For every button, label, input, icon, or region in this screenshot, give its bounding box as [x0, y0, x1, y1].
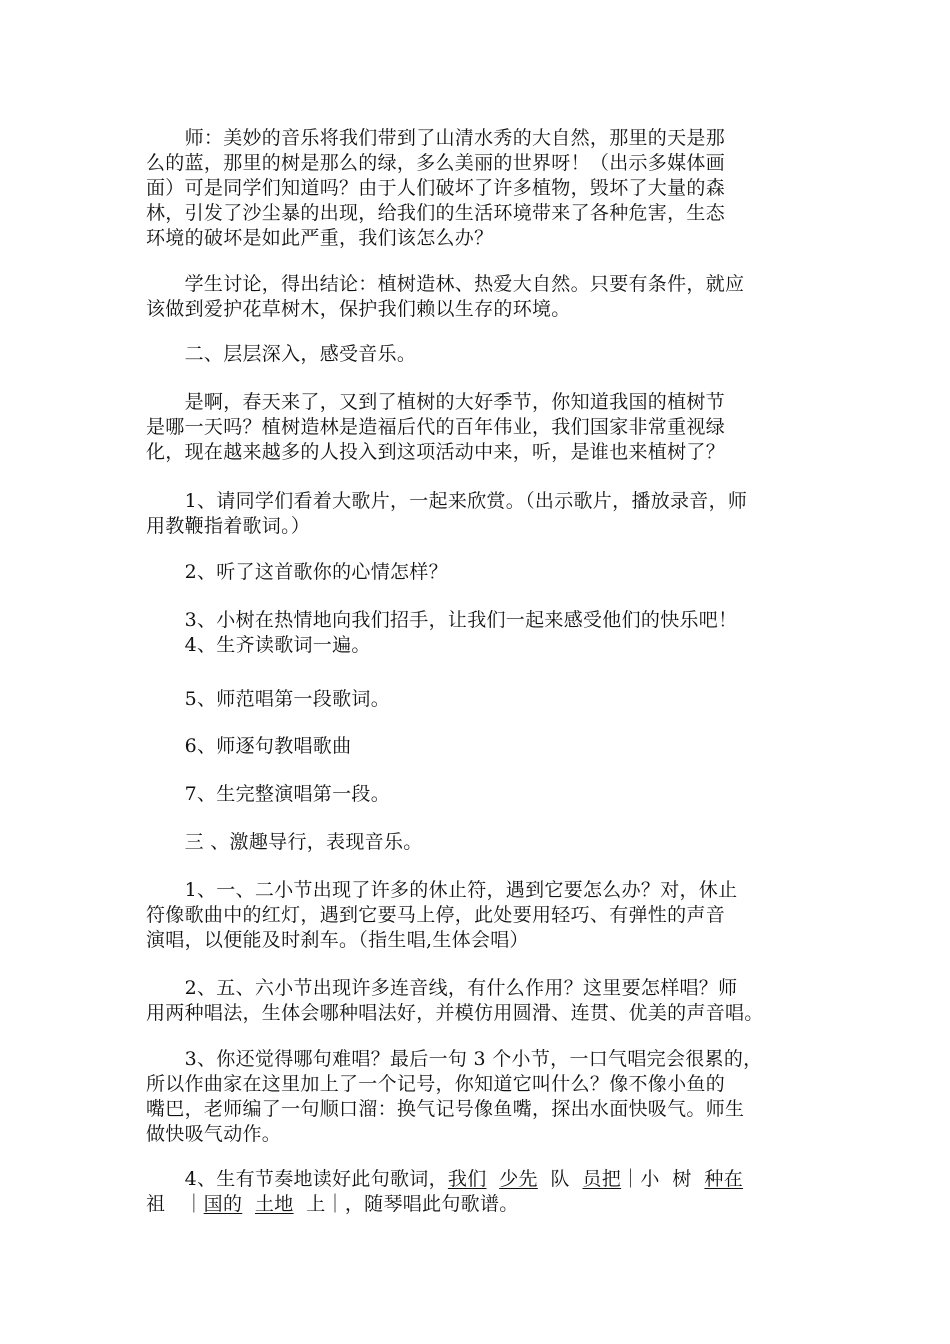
text-line: 环境的破坏是如此严重，我们该怎么办？ — [146, 227, 494, 249]
paragraph-breath-mark — [146, 1047, 826, 1147]
paragraph-spring — [146, 390, 826, 465]
text-line: 7、生完整演唱第一段。 — [146, 783, 390, 805]
lyric-word: 树 — [672, 1168, 692, 1190]
paragraph-step-7 — [146, 782, 826, 807]
paragraph-slurs — [146, 976, 826, 1026]
text-line: 符像歌曲中的红灯，遇到它要马上停，此处要用轻巧、有弹性的声音 — [146, 904, 726, 926]
section-heading-2 — [146, 342, 826, 367]
section-heading-3 — [146, 830, 826, 855]
text-line: 用教鞭指着歌词。） — [146, 515, 311, 537]
text-line — [146, 1167, 826, 1192]
text-line: 师：美妙的音乐将我们带到了山清水秀的大自然，那里的天是那 — [146, 127, 726, 149]
text-line: 做快吸气动作。 — [146, 1123, 282, 1145]
text-line: 5、师范唱第一段歌词。 — [146, 688, 390, 710]
lyric-word: 祖 — [146, 1193, 166, 1215]
text-line: 所以作曲家在这里加上了一个记号，你知道它叫什么？像不像小鱼的 — [146, 1073, 726, 1095]
lyric-suffix: ，随琴唱此句歌谱。 — [344, 1193, 519, 1215]
text-line: 6、师逐句教唱歌曲 — [146, 735, 352, 757]
paragraph-step-2 — [146, 560, 826, 585]
text-line: 用两种唱法，生体会哪种唱法好，并模仿用圆滑、连贯、优美的声音唱。 — [146, 1002, 764, 1024]
text-line: 该做到爱护花草树木，保护我们赖以生存的环境。 — [146, 298, 571, 320]
paragraph-rests — [146, 878, 826, 953]
text-line: 三 、激趣导行，表现音乐。 — [146, 831, 423, 853]
text-line: 1、一、二小节出现了许多的休止符，遇到它要怎么办？对，休止 — [146, 879, 738, 901]
text-line: 学生讨论，得出结论：植树造林、热爱大自然。只要有条件，就应 — [146, 273, 745, 295]
text-line: 4、生齐读歌词一遍。 — [146, 634, 371, 656]
paragraph-step-5 — [146, 687, 826, 712]
text-line: 1、请同学们看着大歌片，一起来欣赏。（出示歌片，播放录音，师 — [146, 490, 748, 512]
text-line: 2、听了这首歌你的心情怎样？ — [146, 561, 448, 583]
text-line: 么的蓝，那里的树是那么的绿，多么美丽的世界呀！（出示多媒体画 — [146, 152, 726, 174]
text-line: 化，现在越来越多的人投入到这项活动中来，听，是谁也来植树了？ — [146, 441, 726, 463]
text-line: 演唱，以便能及时刹车。（指生唱,生体会唱） — [146, 929, 529, 951]
lyric-word: 队 — [550, 1168, 570, 1190]
lyric-bar: ｜ — [184, 1193, 204, 1215]
lyric-prefix: 4、生有节奏地读好此句歌词， — [146, 1168, 448, 1190]
paragraph-step-3-4 — [146, 608, 826, 658]
text-line: 二、层层深入，感受音乐。 — [146, 343, 417, 365]
paragraph-discussion — [146, 272, 826, 322]
lyric-word: 国的 — [203, 1193, 243, 1215]
text-line: 2、五、六小节出现许多连音线，有什么作用？这里要怎样唱？师 — [146, 977, 738, 999]
paragraph-lyric-rhythm — [146, 1167, 826, 1217]
text-line: 面）可是同学们知道吗？由于人们破坏了许多植物，毁坏了大量的森 — [146, 177, 726, 199]
lyric-word: 我们 — [447, 1168, 487, 1190]
text-line: 是啊，春天来了，又到了植树的大好季节，你知道我国的植树节 — [146, 391, 726, 413]
text-line — [146, 1192, 826, 1217]
text-line: 是哪一天吗？植树造林是造福后代的百年伟业，我们国家非常重视绿 — [146, 416, 726, 438]
lyric-word: 少先 — [499, 1168, 538, 1190]
text-line: 嘴巴，老师编了一句顺口溜：换气记号像鱼嘴，探出水面快吸气。师生 — [146, 1098, 745, 1120]
text-line: 3、小树在热情地向我们招手，让我们一起来感受他们的快乐吧！ — [146, 609, 738, 631]
paragraph-step-1 — [146, 489, 826, 539]
text-line: 3、你还觉得哪句难唱？最后一句 3 个小节，一口气唱完会很累的， — [146, 1048, 763, 1070]
lyric-word: 上｜ — [306, 1193, 345, 1215]
lyric-word: 种在 — [704, 1168, 743, 1190]
paragraph-step-6 — [146, 734, 826, 759]
paragraph-intro — [146, 126, 826, 251]
lyric-word: 员把 — [582, 1168, 622, 1190]
lyric-bar: ｜小 — [621, 1168, 660, 1190]
text-line: 林，引发了沙尘暴的出现，给我们的生活环境带来了各种危害，生态 — [146, 202, 726, 224]
lyric-word: 土地 — [254, 1193, 294, 1215]
